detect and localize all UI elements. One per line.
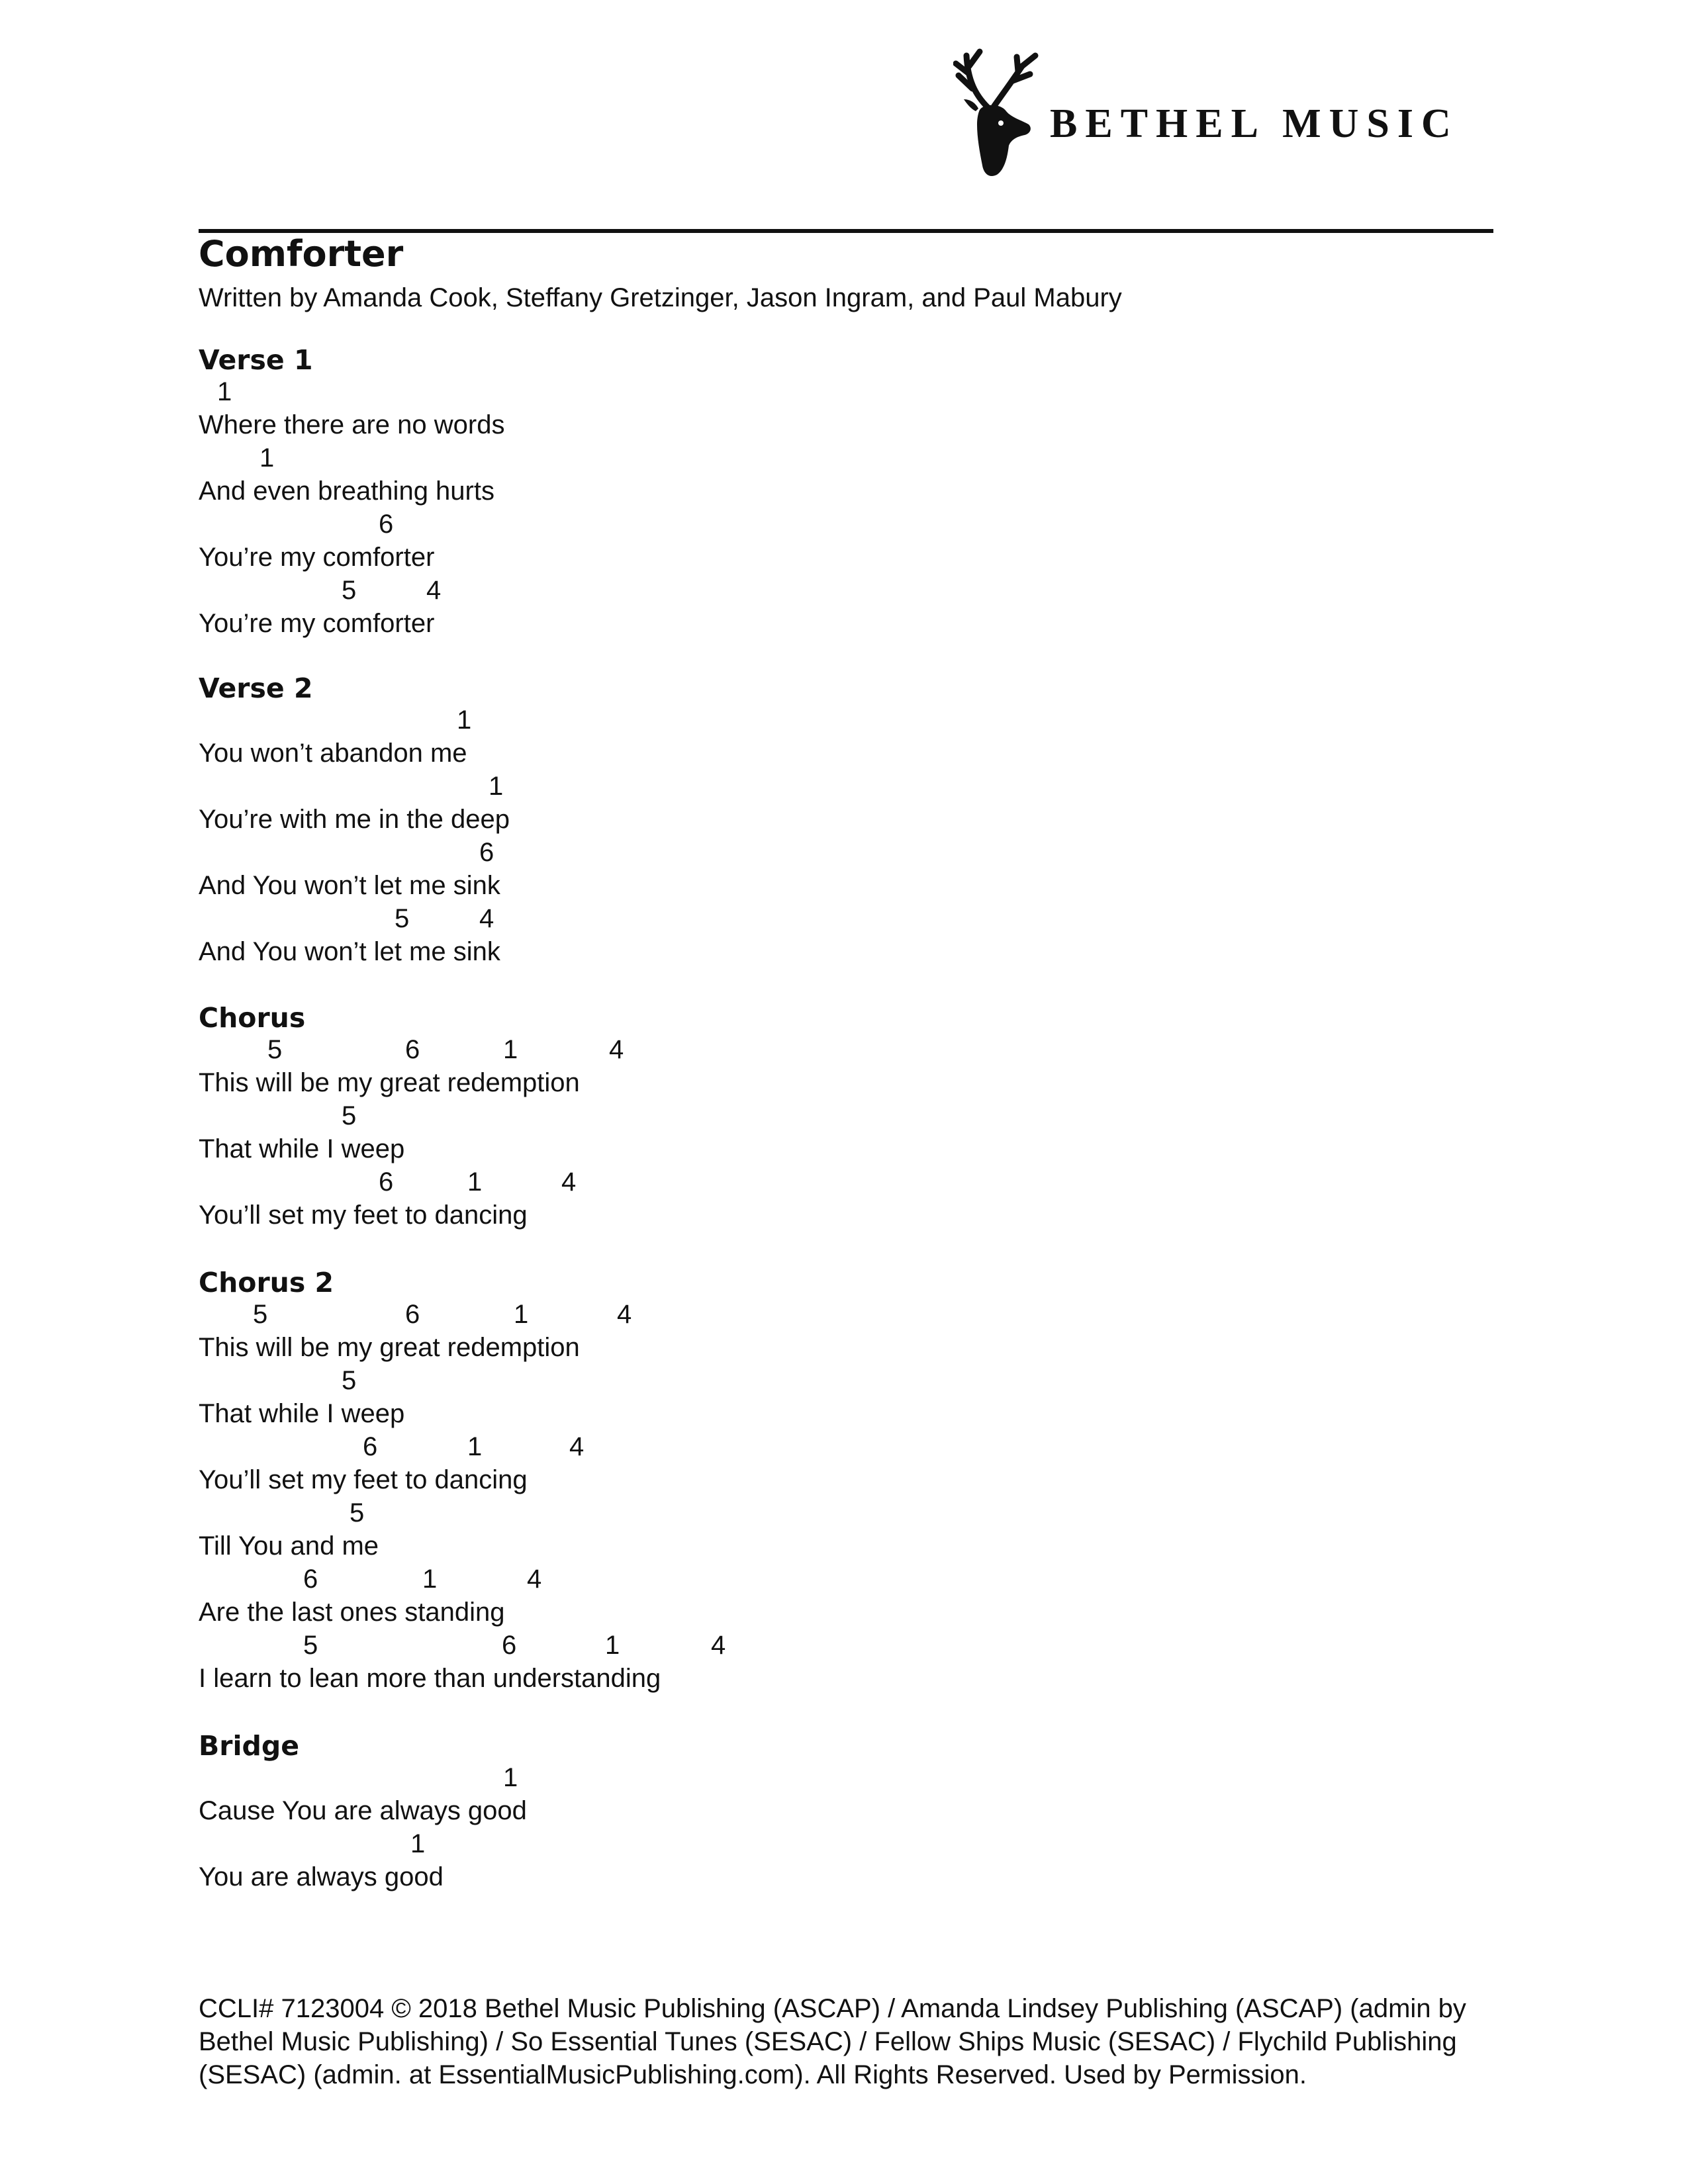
- lyric-line: Where there are no words: [199, 410, 505, 439]
- lyric-line: You’ll set my feet to dancing: [199, 1465, 528, 1494]
- chord-number: 1: [217, 377, 232, 406]
- lyric-line: You’ll set my feet to dancing: [199, 1201, 528, 1230]
- lyric-line: That while I weep: [199, 1134, 405, 1163]
- lyric-line: Cause You are always good: [199, 1796, 527, 1825]
- chord-number: 5: [350, 1498, 365, 1527]
- chord-number: 6: [363, 1432, 378, 1461]
- chord-number: 6: [379, 510, 394, 539]
- chord-number: 5: [253, 1300, 268, 1329]
- chord-number: 5: [395, 904, 410, 933]
- chord-number: 4: [609, 1035, 624, 1064]
- lyric-line: Are the last ones standing: [199, 1598, 505, 1627]
- chord-number: 1: [259, 443, 275, 473]
- copyright-notice: CCLI# 7123004 © 2018 Bethel Music Publishing (ASCAP) / Amanda Lindsey Publishing (ASCAP) (admin by Bethel Music Publishing) / So Essential Tunes (SESAC) / Fellow Ships Music (SESAC) / Flychild Publishing (SESAC) (admin. at EssentialMusicPublishing.com). All Rights Reserved. Used by Permission.: [199, 1994, 1466, 2089]
- chord-number: 4: [711, 1631, 726, 1660]
- chord-number: 6: [303, 1565, 318, 1594]
- chord-number: 4: [527, 1565, 542, 1594]
- lyric-line: And even breathing hurts: [199, 477, 494, 506]
- section-heading: Verse 1: [199, 344, 313, 376]
- chord-number: 1: [489, 772, 504, 801]
- lyric-line: You’re my comforter: [199, 609, 435, 638]
- lyric-line: And You won’t let me sink: [199, 871, 500, 900]
- chord-number: 6: [479, 838, 494, 867]
- song-title: Comforter: [199, 233, 404, 275]
- lyric-line: I learn to lean more than understanding: [199, 1664, 661, 1693]
- chord-number: 5: [342, 1366, 357, 1395]
- song-body: [199, 0, 1456, 1919]
- chord-number: 5: [342, 1101, 357, 1130]
- chord-number: 4: [561, 1167, 577, 1197]
- logo-text: BETHEL MUSIC: [1050, 101, 1459, 146]
- chord-number: 6: [502, 1631, 517, 1660]
- chord-number: 5: [342, 576, 357, 605]
- chord-number: 1: [605, 1631, 620, 1660]
- chord-number: 1: [514, 1300, 529, 1329]
- chord-number: 4: [426, 576, 442, 605]
- lyric-line: You won’t abandon me: [199, 739, 467, 768]
- chord-number: 6: [379, 1167, 394, 1197]
- chord-number: 1: [503, 1035, 518, 1064]
- lyric-line: You’re with me in the deep: [199, 805, 510, 834]
- lyric-line: You’re my comforter: [199, 543, 435, 572]
- lyric-line: And You won’t let me sink: [199, 937, 500, 966]
- chord-number: 4: [569, 1432, 585, 1461]
- chord-number: 6: [405, 1300, 420, 1329]
- chord-number: 5: [303, 1631, 318, 1660]
- chord-number: 4: [617, 1300, 632, 1329]
- chord-number: 1: [410, 1829, 426, 1858]
- chord-number: 5: [267, 1035, 283, 1064]
- chord-number: 1: [422, 1565, 438, 1594]
- songwriter-credit: Written by Amanda Cook, Steffany Gretzinger, Jason Ingram, and Paul Mabury: [199, 283, 1122, 312]
- chord-number: 1: [503, 1763, 518, 1792]
- lyric-line: This will be my great redemption: [199, 1068, 580, 1097]
- chord-number: 1: [457, 705, 472, 735]
- chord-number: 1: [467, 1432, 483, 1461]
- lyric-line: This will be my great redemption: [199, 1333, 580, 1362]
- chord-number: 4: [479, 904, 494, 933]
- lyric-line: Till You and me: [199, 1531, 379, 1561]
- chord-number: 6: [405, 1035, 420, 1064]
- chord-number: 1: [467, 1167, 483, 1197]
- lyric-line: That while I weep: [199, 1399, 405, 1428]
- lyric-line: You are always good: [199, 1862, 444, 1891]
- section-heading: Verse 2: [199, 672, 313, 704]
- section-heading: Chorus: [199, 1002, 306, 1034]
- section-heading: Bridge: [199, 1730, 300, 1762]
- section-heading: Chorus 2: [199, 1267, 334, 1298]
